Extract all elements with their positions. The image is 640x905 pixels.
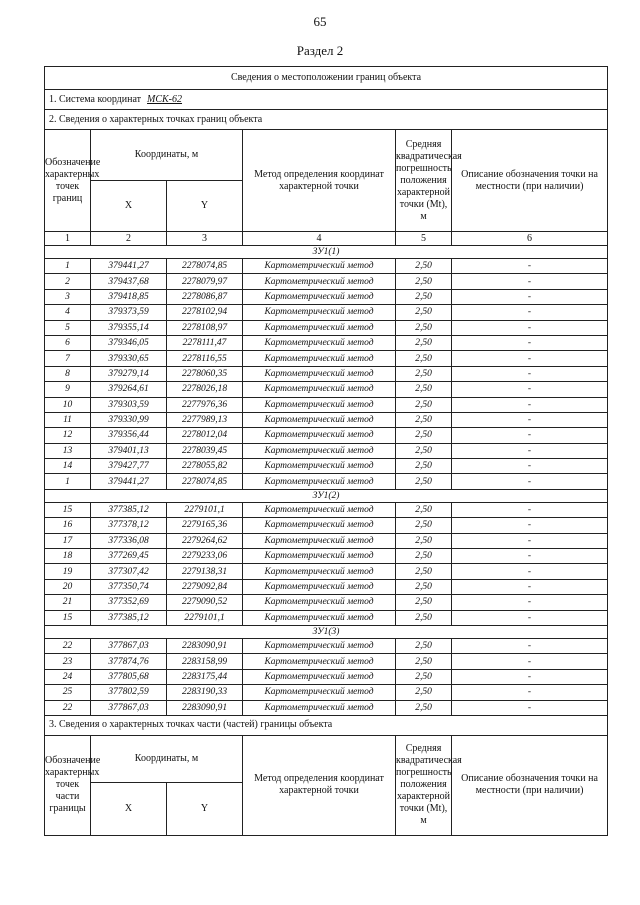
description: - [452, 320, 608, 335]
table-row [45, 459, 608, 474]
col-desc-header-2: Описание обозначения точки на местности (при наличии) [452, 735, 608, 835]
method: Картометрический метод [243, 335, 396, 350]
method: Картометрический метод [243, 443, 396, 458]
coord-x: 379437,68 [91, 274, 167, 289]
coord-y: 2283175,44 [167, 669, 243, 684]
rmse: 2,50 [396, 459, 452, 474]
description: - [452, 518, 608, 533]
coord-x: 379401,13 [91, 443, 167, 458]
point-number: 22 [45, 700, 91, 715]
point-number: 17 [45, 533, 91, 548]
coord-y: 2283158,99 [167, 654, 243, 669]
table-row [45, 549, 608, 564]
rmse: 2,50 [396, 502, 452, 517]
coord-y: 2278086,87 [167, 289, 243, 304]
method: Картометрический метод [243, 549, 396, 564]
rmse: 2,50 [396, 518, 452, 533]
group-header: ЗУ1(2) [45, 489, 608, 502]
coord-x: 377350,74 [91, 579, 167, 594]
table-row [45, 366, 608, 381]
point-number: 11 [45, 412, 91, 427]
point-number: 15 [45, 610, 91, 625]
rmse: 2,50 [396, 474, 452, 489]
coord-x: 377802,59 [91, 685, 167, 700]
coord-x: 377352,69 [91, 595, 167, 610]
method: Картометрический метод [243, 610, 396, 625]
page-number: 65 [313, 14, 327, 29]
method: Картометрический метод [243, 595, 396, 610]
point-number: 22 [45, 638, 91, 653]
point-number: 1 [45, 259, 91, 274]
method: Картометрический метод [243, 366, 396, 381]
coord-system-line [45, 90, 608, 110]
coord-y: 2278074,85 [167, 259, 243, 274]
point-number: 25 [45, 685, 91, 700]
method: Картометрический метод [243, 654, 396, 669]
table-row [45, 474, 608, 489]
description: - [452, 351, 608, 366]
description: - [452, 549, 608, 564]
coord-y: 2277976,36 [167, 397, 243, 412]
point-number: 8 [45, 366, 91, 381]
description: - [452, 289, 608, 304]
point-number: 20 [45, 579, 91, 594]
table-row [45, 320, 608, 335]
description: - [452, 412, 608, 427]
col-point-part-header: Обозначение характерных точек части границы [45, 735, 91, 835]
col-index-3: 3 [167, 232, 243, 246]
coord-y: 2278012,04 [167, 428, 243, 443]
rmse: 2,50 [396, 412, 452, 427]
description: - [452, 274, 608, 289]
col-coords-header-2: Координаты, м [91, 735, 243, 782]
description: - [452, 259, 608, 274]
col-rmse-header: Средняя квадратическая погрешность положения характерной точки (Mt), м [396, 130, 452, 232]
coord-x: 377307,42 [91, 564, 167, 579]
section-title: Раздел 2 [296, 43, 344, 58]
coord-x: 377269,45 [91, 549, 167, 564]
col-method-header-2: Метод определения координат характерной точки [243, 735, 396, 835]
method: Картометрический метод [243, 382, 396, 397]
coord-x: 379418,85 [91, 289, 167, 304]
description: - [452, 700, 608, 715]
coord-x: 377805,68 [91, 669, 167, 684]
coord-y: 2278102,94 [167, 305, 243, 320]
rmse: 2,50 [396, 428, 452, 443]
rmse: 2,50 [396, 579, 452, 594]
boundary-table [44, 66, 608, 836]
rmse: 2,50 [396, 335, 452, 350]
method: Картометрический метод [243, 638, 396, 653]
table-row [45, 700, 608, 715]
rmse: 2,50 [396, 595, 452, 610]
description: - [452, 564, 608, 579]
col-y-header-2: Y [167, 782, 243, 835]
rmse: 2,50 [396, 700, 452, 715]
coord-system-label: 1. Система координат [49, 93, 142, 105]
method: Картометрический метод [243, 397, 396, 412]
coord-y: 2277989,13 [167, 412, 243, 427]
rmse: 2,50 [396, 610, 452, 625]
table-row [45, 518, 608, 533]
rmse: 2,50 [396, 533, 452, 548]
description: - [452, 428, 608, 443]
coord-y: 2278108,97 [167, 320, 243, 335]
table-row [45, 502, 608, 517]
rmse: 2,50 [396, 685, 452, 700]
coord-x: 379346,05 [91, 335, 167, 350]
method: Картометрический метод [243, 518, 396, 533]
method: Картометрический метод [243, 351, 396, 366]
points-section-header: 2. Сведения о характерных точках границ объекта [45, 110, 608, 130]
coord-x: 379330,65 [91, 351, 167, 366]
col-index-1: 1 [45, 232, 91, 246]
table-title: Сведения о местоположении границ объекта [45, 67, 608, 90]
method: Картометрический метод [243, 305, 396, 320]
description: - [452, 685, 608, 700]
coord-x: 379441,27 [91, 259, 167, 274]
description: - [452, 669, 608, 684]
method: Картометрический метод [243, 533, 396, 548]
coord-x: 377867,03 [91, 700, 167, 715]
coord-y: 2278055,82 [167, 459, 243, 474]
point-number: 14 [45, 459, 91, 474]
col-index-4: 4 [243, 232, 396, 246]
table-row [45, 397, 608, 412]
description: - [452, 397, 608, 412]
rmse: 2,50 [396, 351, 452, 366]
table-row [45, 579, 608, 594]
coord-y: 2283190,33 [167, 685, 243, 700]
table-row [45, 685, 608, 700]
point-number: 23 [45, 654, 91, 669]
rmse: 2,50 [396, 382, 452, 397]
method: Картометрический метод [243, 320, 396, 335]
rmse: 2,50 [396, 320, 452, 335]
rmse: 2,50 [396, 638, 452, 653]
coord-y: 2278111,47 [167, 335, 243, 350]
coord-x: 379356,44 [91, 428, 167, 443]
col-rmse-header-2: Средняя квадратическая погрешность положения характерной точки (Mt), м [396, 735, 452, 835]
coord-y: 2279092,84 [167, 579, 243, 594]
col-coords-header: Координаты, м [91, 130, 243, 181]
table-row [45, 669, 608, 684]
rmse: 2,50 [396, 274, 452, 289]
coord-y: 2278116,55 [167, 351, 243, 366]
method: Картометрический метод [243, 474, 396, 489]
coord-system-value: МСК-62 [147, 93, 183, 105]
coord-x: 379427,77 [91, 459, 167, 474]
rmse: 2,50 [396, 305, 452, 320]
coord-y: 2279101,1 [167, 502, 243, 517]
method: Картометрический метод [243, 502, 396, 517]
description: - [452, 382, 608, 397]
description: - [452, 533, 608, 548]
method: Картометрический метод [243, 428, 396, 443]
coord-x: 379264,61 [91, 382, 167, 397]
col-x-header: X [91, 181, 167, 232]
coord-y: 2278079,97 [167, 274, 243, 289]
table-row [45, 595, 608, 610]
description: - [452, 638, 608, 653]
table-row [45, 533, 608, 548]
method: Картометрический метод [243, 685, 396, 700]
description: - [452, 474, 608, 489]
table-row [45, 564, 608, 579]
col-desc-header: Описание обозначения точки на местности (при наличии) [452, 130, 608, 232]
coord-x: 379373,59 [91, 305, 167, 320]
point-number: 12 [45, 428, 91, 443]
point-number: 13 [45, 443, 91, 458]
group-header: ЗУ1(1) [45, 246, 608, 259]
rmse: 2,50 [396, 654, 452, 669]
table-row [45, 412, 608, 427]
col-y-header: Y [167, 181, 243, 232]
coord-x: 377874,76 [91, 654, 167, 669]
point-number: 1 [45, 474, 91, 489]
point-number: 6 [45, 335, 91, 350]
group-header: ЗУ1(3) [45, 625, 608, 638]
rmse: 2,50 [396, 366, 452, 381]
coord-x: 379441,27 [91, 474, 167, 489]
point-number: 9 [45, 382, 91, 397]
table-row [45, 638, 608, 653]
col-x-header-2: X [91, 782, 167, 835]
method: Картометрический метод [243, 700, 396, 715]
point-number: 4 [45, 305, 91, 320]
coord-x: 377336,08 [91, 533, 167, 548]
col-method-header: Метод определения координат характерной точки [243, 130, 396, 232]
table-row [45, 305, 608, 320]
description: - [452, 443, 608, 458]
coord-x: 379355,14 [91, 320, 167, 335]
table-row [45, 443, 608, 458]
point-number: 18 [45, 549, 91, 564]
point-number: 15 [45, 502, 91, 517]
coord-x: 377867,03 [91, 638, 167, 653]
coord-y: 2279138,31 [167, 564, 243, 579]
description: - [452, 654, 608, 669]
description: - [452, 610, 608, 625]
rmse: 2,50 [396, 259, 452, 274]
table-row [45, 351, 608, 366]
table-row [45, 289, 608, 304]
coord-x: 377378,12 [91, 518, 167, 533]
table-row [45, 335, 608, 350]
table-row [45, 428, 608, 443]
rmse: 2,50 [396, 564, 452, 579]
part-section-header: 3. Сведения о характерных точках части (частей) границы объекта [45, 715, 608, 735]
col-index-2: 2 [91, 232, 167, 246]
method: Картометрический метод [243, 259, 396, 274]
coord-x: 379303,59 [91, 397, 167, 412]
coord-y: 2279233,06 [167, 549, 243, 564]
method: Картометрический метод [243, 564, 396, 579]
method: Картометрический метод [243, 669, 396, 684]
point-number: 2 [45, 274, 91, 289]
coord-y: 2278074,85 [167, 474, 243, 489]
rmse: 2,50 [396, 443, 452, 458]
rmse: 2,50 [396, 669, 452, 684]
point-number: 24 [45, 669, 91, 684]
description: - [452, 579, 608, 594]
coord-y: 2278026,18 [167, 382, 243, 397]
table-row [45, 610, 608, 625]
method: Картометрический метод [243, 274, 396, 289]
coord-x: 377385,12 [91, 610, 167, 625]
method: Картометрический метод [243, 459, 396, 474]
coord-y: 2279264,62 [167, 533, 243, 548]
point-number: 19 [45, 564, 91, 579]
coord-y: 2279101,1 [167, 610, 243, 625]
coord-y: 2279165,36 [167, 518, 243, 533]
coord-x: 377385,12 [91, 502, 167, 517]
col-index-6: 6 [452, 232, 608, 246]
coord-y: 2279090,52 [167, 595, 243, 610]
coord-y: 2278060,35 [167, 366, 243, 381]
table-row [45, 274, 608, 289]
coord-y: 2283090,91 [167, 700, 243, 715]
description: - [452, 502, 608, 517]
point-number: 16 [45, 518, 91, 533]
point-number: 3 [45, 289, 91, 304]
coord-x: 379279,14 [91, 366, 167, 381]
point-number: 7 [45, 351, 91, 366]
description: - [452, 305, 608, 320]
coord-x: 379330,99 [91, 412, 167, 427]
rmse: 2,50 [396, 549, 452, 564]
point-number: 5 [45, 320, 91, 335]
description: - [452, 459, 608, 474]
table-row [45, 259, 608, 274]
table-row [45, 654, 608, 669]
col-point-header: Обозначение характерных точек границ [45, 130, 91, 232]
point-number: 10 [45, 397, 91, 412]
rmse: 2,50 [396, 289, 452, 304]
method: Картометрический метод [243, 289, 396, 304]
col-index-5: 5 [396, 232, 452, 246]
point-number: 21 [45, 595, 91, 610]
method: Картометрический метод [243, 579, 396, 594]
coord-y: 2278039,45 [167, 443, 243, 458]
method: Картометрический метод [243, 412, 396, 427]
description: - [452, 595, 608, 610]
coord-y: 2283090,91 [167, 638, 243, 653]
table-row [45, 382, 608, 397]
rmse: 2,50 [396, 397, 452, 412]
description: - [452, 366, 608, 381]
description: - [452, 335, 608, 350]
